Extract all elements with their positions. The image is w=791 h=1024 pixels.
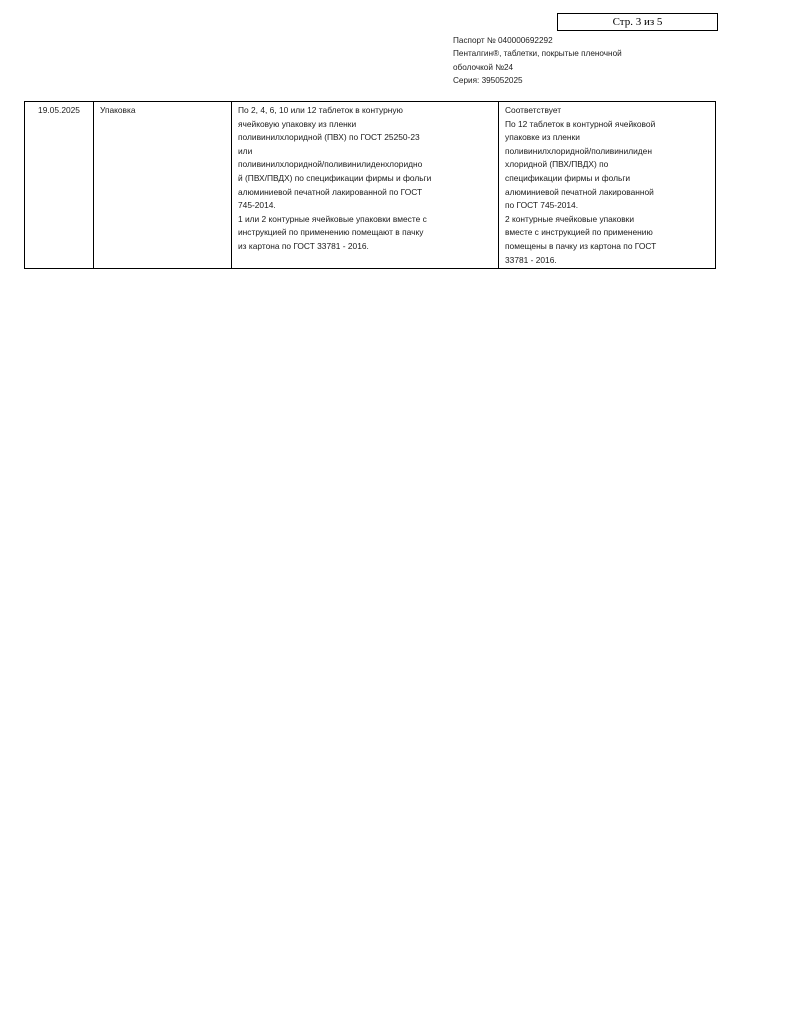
results-table — [24, 101, 716, 269]
result-line: хлоридной (ПВХ/ПВДХ) по — [505, 159, 609, 170]
result-line: Соответствует — [505, 105, 562, 115]
product-name-line-1: Пенталгин®, таблетки, покрытые пленочной — [453, 49, 622, 59]
requirement-cell — [232, 102, 499, 269]
result-cell — [499, 102, 716, 269]
parameter-cell: Упаковка — [94, 102, 232, 269]
requirement-line: По 2, 4, 6, 10 или 12 таблеток в контурную — [238, 105, 403, 115]
requirement-line: поливинилхлоридной/поливинилиденхлоридно — [238, 159, 423, 170]
product-name-line-2: оболочкой №24 — [453, 62, 514, 72]
requirement-line: 1 или 2 контурные ячейковые упаковки вместе с — [238, 213, 427, 224]
result-line: упаковке из пленки — [505, 132, 580, 143]
result-line: поливинилхлоридной/поливинилиден — [505, 145, 652, 156]
requirement-line: или — [238, 145, 253, 156]
table-row — [25, 102, 716, 269]
page-number-box: Стр. 3 из 5 — [557, 13, 718, 31]
test-date-cell: 19.05.2025 — [25, 102, 94, 269]
requirement-line: ячейковую упаковку из пленки — [238, 118, 357, 129]
requirement-line: поливинилхлоридной (ПВХ) по ГОСТ 25250-23 — [238, 132, 420, 143]
requirement-line: алюминиевой печатной лакированной по ГОСТ — [238, 186, 423, 197]
result-line: помещены в пачку из картона по ГОСТ — [505, 240, 657, 251]
result-line: по ГОСТ 745-2014. — [505, 200, 579, 211]
result-line: По 12 таблеток в контурной ячейковой — [505, 118, 656, 129]
requirement-line: из картона по ГОСТ 33781 - 2016. — [238, 240, 369, 251]
result-line: спецификации фирмы и фольги — [505, 172, 631, 183]
result-line: вместе с инструкцией по применению — [505, 227, 653, 238]
result-line: 2 контурные ячейковые упаковки — [505, 213, 635, 224]
document-header — [453, 34, 723, 87]
requirement-line: 745-2014. — [238, 200, 276, 211]
requirement-line: инструкцией по применению помещают в пачку — [238, 227, 424, 238]
passport-number: Паспорт № 040000692292 — [453, 36, 553, 45]
batch-series: Серия: 395052025 — [453, 75, 523, 85]
result-line: алюминиевой печатной лакированной — [505, 186, 654, 197]
result-line: 33781 - 2016. — [505, 254, 557, 265]
requirement-line: й (ПВХ/ПВДХ) по спецификации фирмы и фольги — [238, 172, 432, 183]
